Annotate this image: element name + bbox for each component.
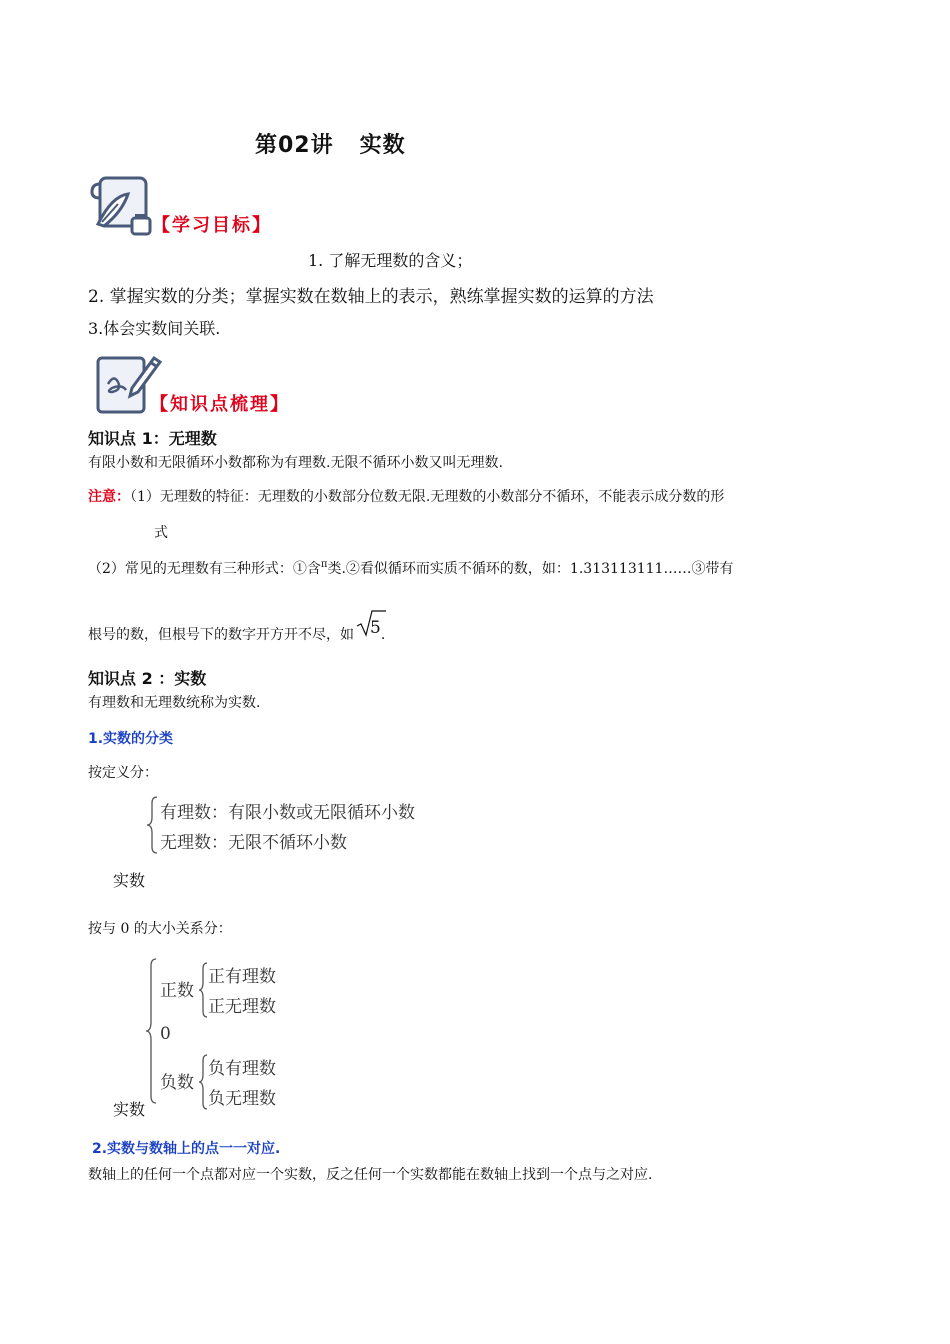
note-2-text-b: 类.②看似循环而实质不循环的数，如：1.313113111……③带有 — [327, 561, 734, 577]
goal-item-3: 3.体会实数间关联. — [88, 319, 221, 338]
scroll-quill-icon — [88, 172, 158, 240]
goal-item-2: 2. 掌握实数的分类；掌握实数在数轴上的表示，熟练掌握实数的运算的方法 — [88, 287, 654, 307]
real-number-label-2: 实数 — [113, 1100, 146, 1119]
section-classification: 1.实数的分类 — [88, 731, 174, 747]
negative-rational: 负有理数 — [208, 1059, 276, 1079]
section-number-line: 2.实数与数轴上的点一一对应. — [92, 1141, 281, 1157]
note-1-text: （1）无理数的特征：无理数的小数部分位数无限.无理数的小数部分不循环，不能表示成分数的形 — [130, 489, 725, 505]
kp2-heading: 知识点 2 ：实数 — [88, 669, 207, 688]
note-3-text-a: 根号的数，但根号下的数字开方开不尽，如 — [88, 627, 354, 643]
learning-goals-banner: 【学习目标】 — [152, 215, 272, 236]
negative-label: 负数 — [160, 1073, 194, 1093]
rational-definition: 有理数：有限小数或无限循环小数 — [160, 803, 415, 823]
brace-negative-icon — [198, 1054, 208, 1110]
positive-rational: 正有理数 — [208, 967, 276, 987]
goal-item-1: 1. 了解无理数的含义； — [308, 251, 473, 270]
by-zero-label: 按与 0 的大小关系分： — [88, 921, 232, 937]
zero-label: 0 — [160, 1024, 171, 1044]
page-title — [255, 128, 406, 159]
kp1-heading: 知识点 1：无理数 — [88, 429, 217, 448]
sqrt-radicand: 5 — [370, 618, 381, 638]
note-2-text-a: （2）常见的无理数有三种形式：①含 — [88, 561, 321, 577]
lesson-topic: 实数 — [359, 133, 406, 158]
lesson-number: 第02讲 — [255, 133, 334, 158]
note-2-line — [88, 558, 733, 578]
positive-label: 正数 — [160, 981, 194, 1001]
kp1-definition: 有限小数和无限循环小数都称为有理数.无限不循环小数又叫无理数. — [88, 455, 503, 471]
number-line-text: 数轴上的任何一个点都对应一个实数，反之任何一个实数都能在数轴上找到一个点与之对应. — [88, 1167, 653, 1183]
positive-irrational: 正无理数 — [208, 997, 276, 1017]
note-label: 注意： — [88, 489, 130, 505]
brace-outer-icon — [145, 958, 157, 1104]
negative-irrational: 负无理数 — [208, 1089, 276, 1109]
note-3-text-b: . — [380, 627, 386, 643]
irrational-definition: 无理数：无限不循环小数 — [160, 833, 347, 853]
sqrt-expression — [356, 618, 381, 644]
knowledge-banner: 【知识点梳理】 — [150, 394, 290, 415]
by-definition-label: 按定义分： — [88, 765, 158, 781]
kp2-definition: 有理数和无理数统称为实数. — [88, 695, 261, 711]
kp1-note-line-1 — [88, 486, 724, 506]
note-1-continued: 式 — [154, 525, 168, 541]
real-number-label: 实数 — [113, 871, 146, 890]
pi-symbol: π — [320, 559, 328, 570]
note-3-line — [88, 618, 386, 644]
brace-positive-icon — [198, 962, 208, 1018]
brace-definition-icon — [146, 796, 158, 854]
